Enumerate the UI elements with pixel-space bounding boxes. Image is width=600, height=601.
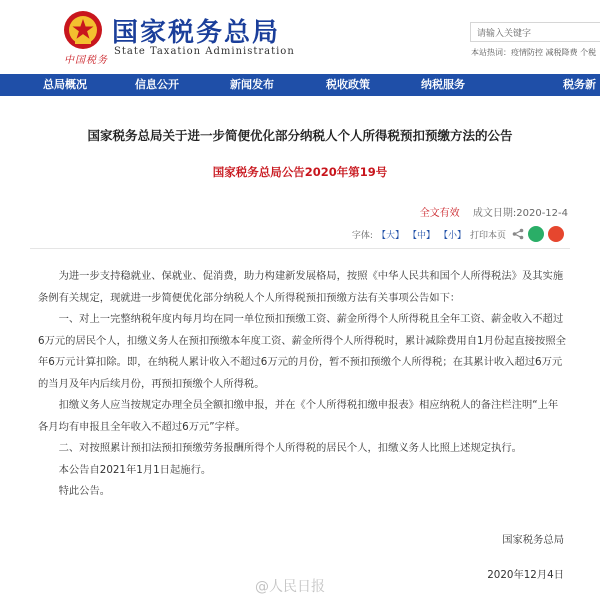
- main-nav: [0, 74, 600, 96]
- validity-status: 全文有效: [419, 208, 460, 219]
- font-size-label: 字体:: [351, 230, 373, 241]
- paragraph: 扣缴义务人应当按规定办理全员全额扣缴申报，并在《个人所得税扣缴申报表》相应纳税人的备注栏注明“上年各月均有申报且全年收入不超过6万元”字样。: [38, 399, 559, 433]
- wechat-share-icon[interactable]: [528, 226, 544, 242]
- search-input[interactable]: 请输入关键字: [470, 22, 600, 42]
- article-toolbar: [348, 226, 564, 242]
- nav-item-tax-news[interactable]: 税务新: [563, 78, 596, 91]
- nav-item-policy[interactable]: 税收政策: [326, 78, 370, 91]
- font-large-button[interactable]: 【大】: [376, 230, 404, 241]
- tax-emblem-icon: [63, 10, 103, 50]
- paragraph: 为进一步支持稳就业、保就业、促消费，助力构建新发展格局，按照《中华人民共和国个人所得税法》及其实施条例有关规定，现就进一步简便优化部分纳税人个人所得税预扣预缴方法有关事项公告如下：: [38, 270, 564, 304]
- nav-item-overview[interactable]: 总局概况: [43, 78, 87, 91]
- nav-item-news[interactable]: 新闻发布: [230, 78, 274, 91]
- sign-date: 2020年12月4日: [487, 569, 564, 581]
- article-content: [0, 96, 600, 601]
- paragraph: 一、对上一完整纳税年度内每月均在同一单位预扣预缴工资、薪金所得个人所得税且全年工资、薪金收入不超过6万元的居民个人，扣缴义务人在预扣预缴本年度工资、薪金所得个人所得税时，累计减除费用自1月份起直接按照全年6万元计算扣除。即，在纳税人累计收入不超过6万元的月份，暂不预扣预缴个人所得税；在其累计收入超过6万元的当月及年内后续月份，再预扣预缴个人所得税。: [38, 313, 566, 390]
- paragraph: 特此公告。: [58, 485, 111, 497]
- signature: 国家税务总局: [502, 534, 564, 546]
- hot-words[interactable]: 本站热词：疫情防控 减税降费 个税: [471, 48, 597, 57]
- article-body: [38, 266, 566, 503]
- site-header: [0, 0, 600, 74]
- watermark: @人民日报: [255, 579, 325, 595]
- font-small-button[interactable]: 【小】: [438, 230, 466, 241]
- publish-date: 成文日期:2020-12-4: [472, 208, 568, 219]
- doc-number: 国家税务总局公告2020年第19号: [212, 165, 388, 179]
- slogan: 中国税务: [64, 55, 108, 66]
- font-medium-button[interactable]: 【中】: [407, 230, 435, 241]
- paragraph: 本公告自2021年1月1日起施行。: [58, 463, 212, 476]
- site-subtitle: State Taxation Administration: [114, 46, 295, 57]
- divider: [30, 248, 570, 249]
- site-title[interactable]: 国家税务总局: [112, 18, 281, 48]
- print-button[interactable]: 打印本页: [469, 230, 506, 241]
- nav-item-service[interactable]: 纳税服务: [421, 78, 465, 91]
- share-icon[interactable]: [512, 228, 524, 240]
- article-meta: [420, 204, 568, 219]
- nav-item-disclosure[interactable]: 信息公开: [135, 78, 179, 91]
- paragraph: 二、对按照累计预扣法预扣预缴劳务报酬所得个人所得税的居民个人，扣缴义务人比照上述规定执行。: [58, 442, 522, 454]
- article-title: 国家税务总局关于进一步简便优化部分纳税人个人所得税预扣预缴方法的公告: [87, 128, 513, 143]
- weibo-share-icon[interactable]: [548, 226, 564, 242]
